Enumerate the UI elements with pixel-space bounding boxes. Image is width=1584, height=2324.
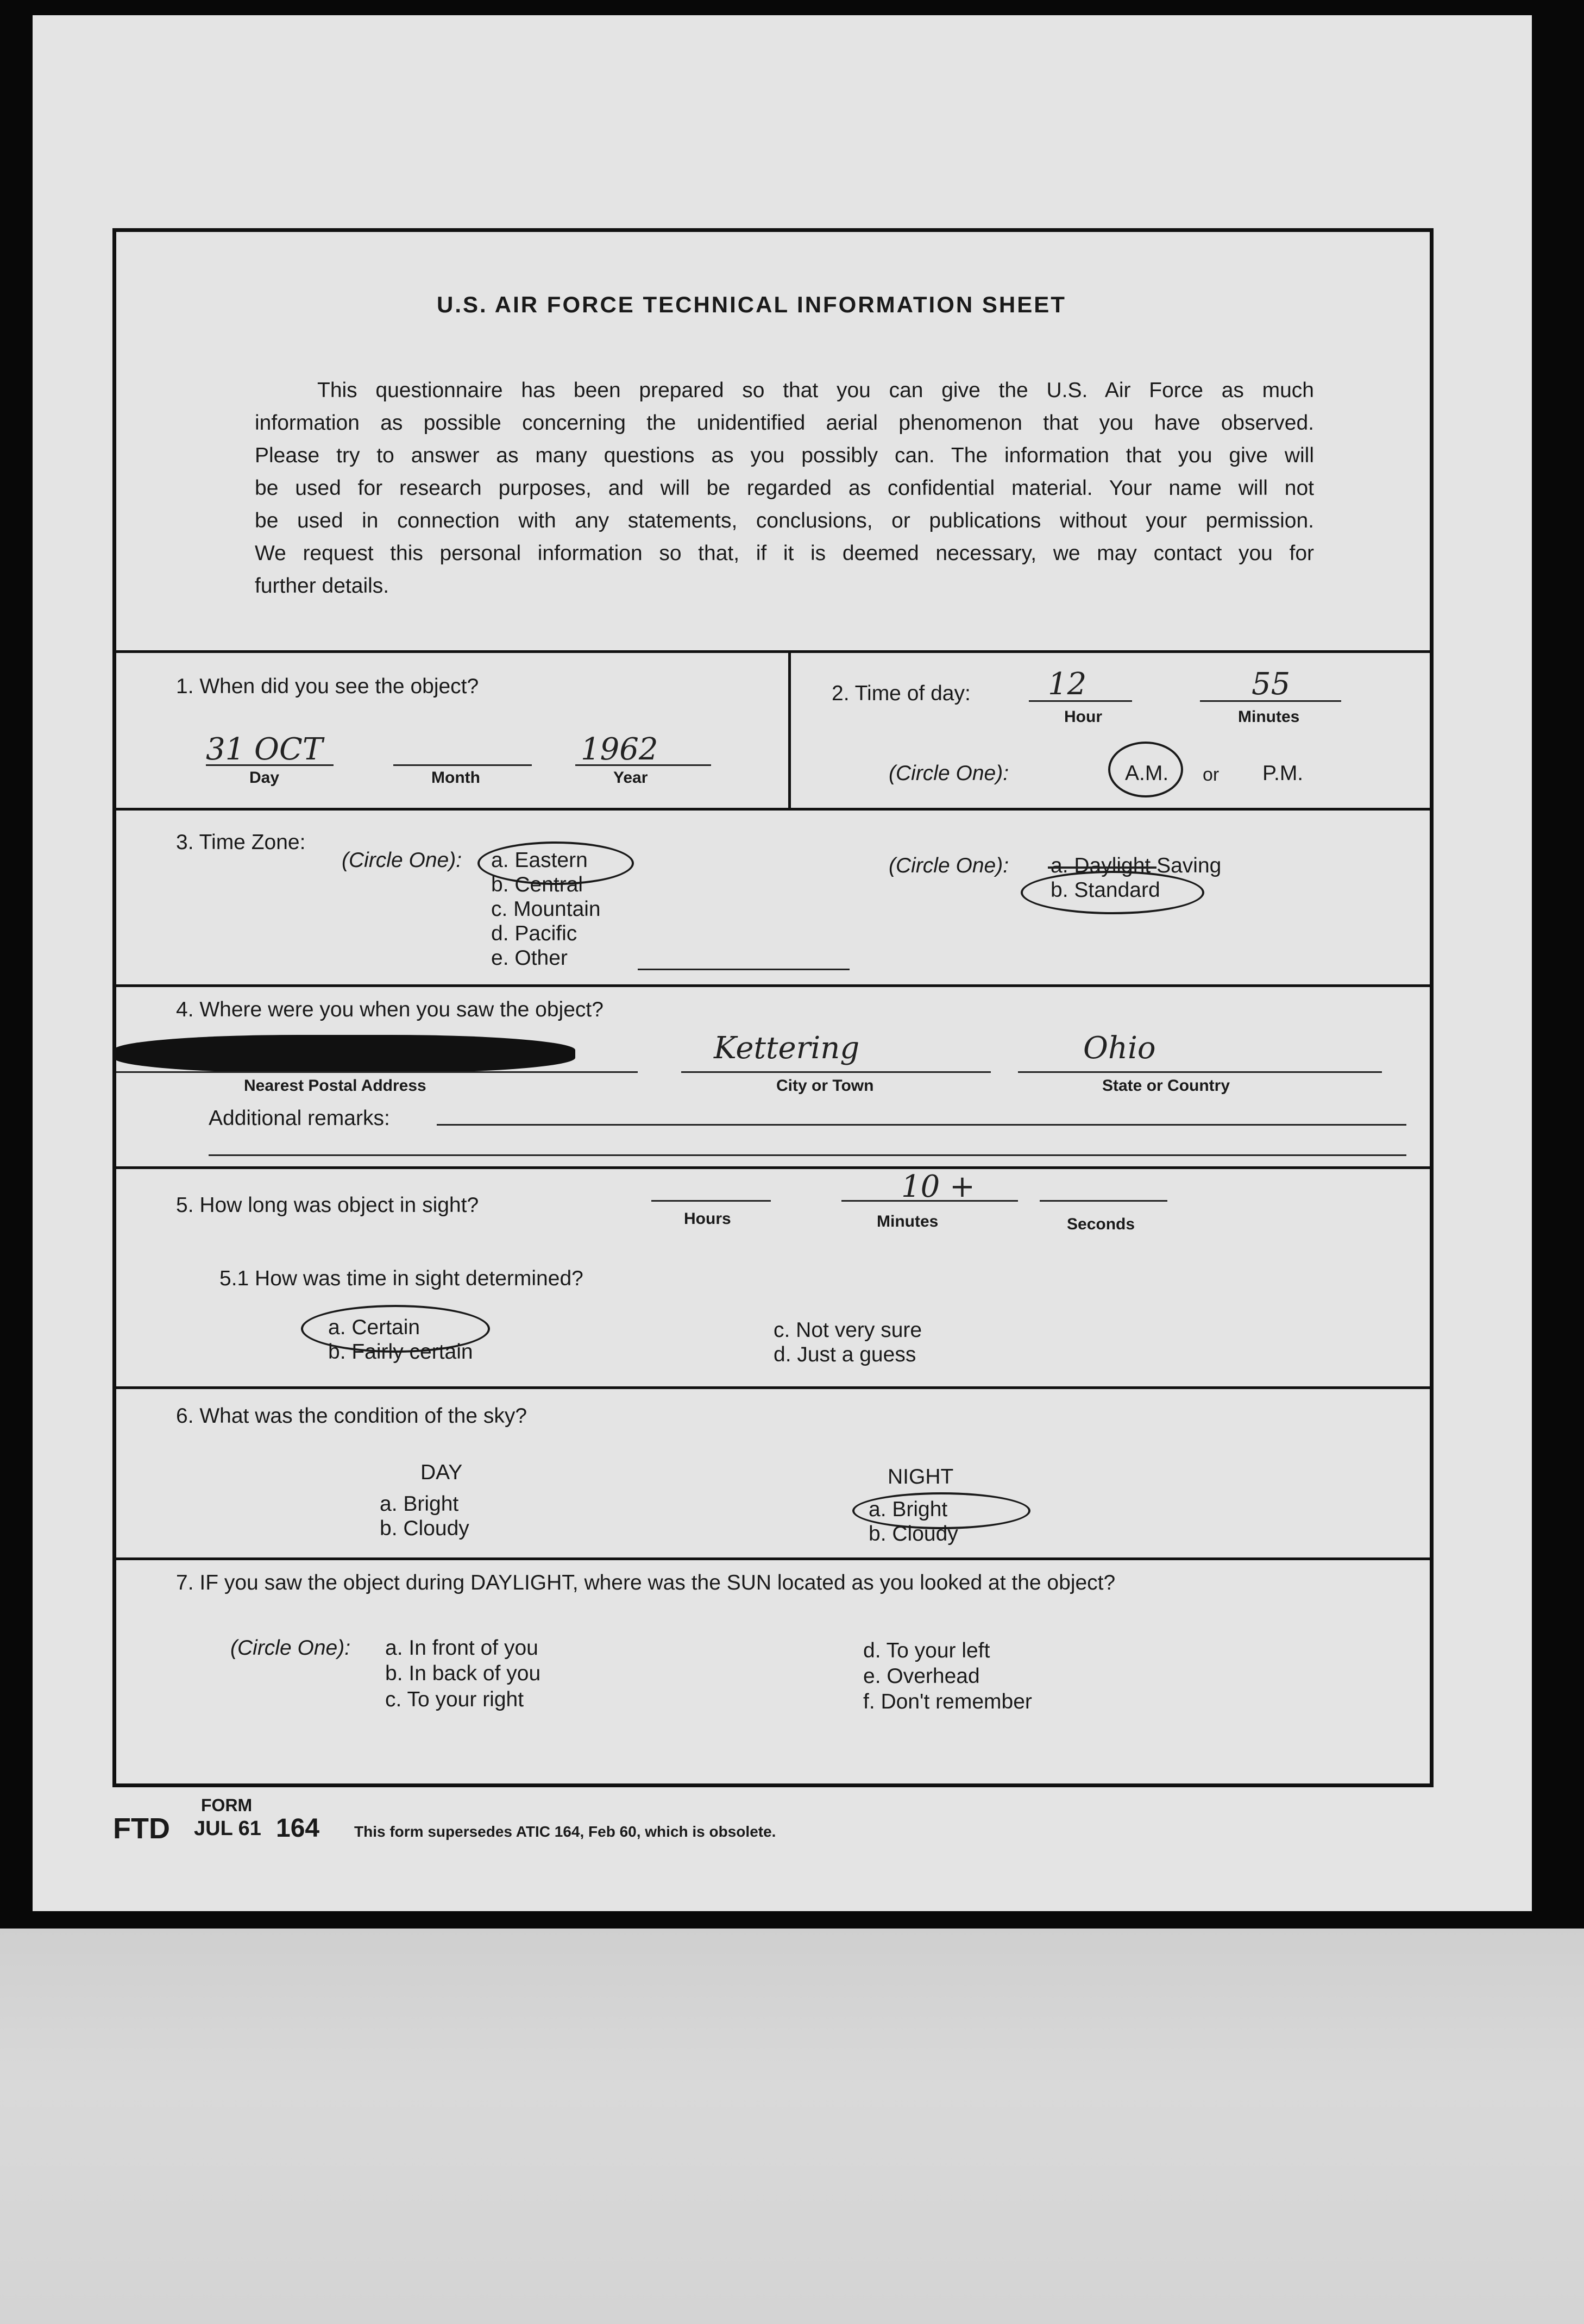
footer-note: This form supersedes ATIC 164, Feb 60, which is obsolete. — [354, 1823, 776, 1840]
q7-question: 7. IF you saw the object during DAYLIGHT, where was the SUN located as you looked at the object? — [176, 1571, 1116, 1594]
q4-remarks-label: Additional remarks: — [209, 1107, 390, 1130]
intro-line: Please try to answer as many questions as you possibly can. The information that you give will — [255, 444, 1314, 467]
q5-question: 5. How long was object in sight? — [176, 1194, 479, 1217]
q6-question: 6. What was the condition of the sky? — [176, 1404, 527, 1428]
q4-state-value[interactable]: Ohio — [1083, 1031, 1156, 1066]
q4-remarks-line-1[interactable] — [437, 1124, 1406, 1126]
q2-hour-value[interactable]: 12 — [1048, 667, 1087, 702]
q1-question: 1. When did you see the object? — [176, 675, 479, 698]
q6-night-option-bright[interactable]: a. Bright — [869, 1498, 948, 1521]
footer-ftd: FTD — [113, 1812, 170, 1845]
q7-option-back[interactable]: b. In back of you — [385, 1662, 541, 1685]
q3-standard-selection-circle — [1021, 871, 1204, 914]
row-divider — [116, 808, 1430, 811]
q3-other-line — [638, 969, 850, 970]
q3-circle-one-right: (Circle One): — [889, 854, 1009, 877]
q4-city-line — [681, 1071, 991, 1073]
q3-option-standard[interactable]: b. Standard — [1051, 878, 1160, 902]
background-surface — [0, 1929, 1584, 2324]
q5-minutes-label: Minutes — [877, 1213, 939, 1230]
q1-month-label: Month — [431, 769, 480, 787]
q1-year-line — [575, 764, 711, 766]
q2-minutes-label: Minutes — [1238, 708, 1300, 726]
q4-city-value[interactable]: Kettering — [714, 1031, 860, 1066]
q2-hour-label: Hour — [1064, 708, 1102, 726]
q2-am-selection-circle — [1108, 742, 1183, 797]
q5-option-not-very-sure[interactable]: c. Not very sure — [774, 1318, 922, 1342]
q3-option-daylight-saving[interactable]: a. Daylight Saving — [1051, 854, 1222, 877]
q3-option-eastern[interactable]: a. Eastern — [491, 849, 588, 872]
q4-state-line — [1018, 1071, 1382, 1073]
footer-form-number: 164 — [276, 1814, 320, 1843]
q3-option-other[interactable]: e. Other — [491, 946, 568, 970]
q7-option-right[interactable]: c. To your right — [385, 1688, 524, 1711]
row-divider — [116, 650, 1430, 653]
q3-option-pacific[interactable]: d. Pacific — [491, 922, 577, 945]
row-divider — [116, 1386, 1430, 1389]
q6-day-option-bright[interactable]: a. Bright — [380, 1492, 459, 1516]
intro-line: further details. — [255, 574, 389, 598]
footer-date: JUL 61 — [194, 1817, 261, 1840]
q2-am-option[interactable]: A.M. — [1125, 762, 1169, 785]
q5-minutes-value[interactable]: 10 + — [901, 1169, 975, 1204]
q5-option-fairly-certain[interactable]: b. Fairly certain — [328, 1340, 473, 1364]
row-divider — [116, 1166, 1430, 1169]
q5-seconds-line — [1040, 1200, 1167, 1202]
q3-circle-one-left: (Circle One): — [342, 849, 462, 872]
q1-day-value[interactable]: 31 OCT — [206, 732, 323, 767]
q4-remarks-line-2[interactable] — [209, 1154, 1406, 1156]
form-title: U.S. AIR FORCE TECHNICAL INFORMATION SHEET — [437, 292, 1066, 317]
q2-minutes-value[interactable]: 55 — [1252, 667, 1291, 702]
q4-state-label: State or Country — [1102, 1077, 1230, 1095]
q5-minutes-line — [841, 1200, 1018, 1202]
q7-option-front[interactable]: a. In front of you — [385, 1636, 538, 1660]
q1-year-label: Year — [613, 769, 648, 787]
q4-address-line — [116, 1071, 638, 1073]
q1-day-line — [206, 764, 334, 766]
row-divider — [116, 984, 1430, 987]
q7-option-overhead[interactable]: e. Overhead — [863, 1665, 980, 1688]
q1-month-line — [393, 764, 532, 766]
q1-day-label: Day — [249, 769, 280, 787]
redacted-address — [114, 1035, 575, 1073]
q7-option-dont-remember[interactable]: f. Don't remember — [863, 1690, 1032, 1713]
technical-information-form — [112, 228, 1434, 1787]
column-divider — [788, 650, 791, 808]
q4-address-label: Nearest Postal Address — [244, 1077, 426, 1095]
q2-minutes-line — [1200, 700, 1341, 702]
q5-hours-label: Hours — [684, 1210, 731, 1228]
intro-line: be used in connection with any statements, conclusions, or publications without your permission. — [255, 509, 1314, 532]
q3-daylight-strikethrough — [1048, 866, 1156, 869]
q4-city-label: City or Town — [776, 1077, 874, 1095]
q3-option-mountain[interactable]: c. Mountain — [491, 897, 601, 921]
q5-sub-question: 5.1 How was time in sight determined? — [219, 1267, 583, 1290]
q6-day-option-cloudy[interactable]: b. Cloudy — [380, 1517, 469, 1540]
q5-option-just-a-guess[interactable]: d. Just a guess — [774, 1343, 916, 1366]
q7-circle-one: (Circle One): — [230, 1636, 351, 1660]
intro-line: be used for research purposes, and will be regarded as confidential material. Your name will not — [255, 476, 1314, 500]
intro-line: This questionnaire has been prepared so that you can give the U.S. Air Force as much — [317, 379, 1314, 402]
q6-night-heading: NIGHT — [888, 1465, 954, 1488]
q2-hour-line — [1029, 700, 1132, 702]
q7-option-left[interactable]: d. To your left — [863, 1639, 990, 1662]
q2-or: or — [1203, 764, 1220, 785]
q4-question: 4. Where were you when you saw the object? — [176, 998, 604, 1021]
q2-question: 2. Time of day: — [832, 682, 971, 705]
q3-question: 3. Time Zone: — [176, 831, 306, 854]
q6-day-heading: DAY — [420, 1461, 463, 1484]
footer-form-word: FORM — [201, 1795, 253, 1815]
q2-pm-option[interactable]: P.M. — [1262, 762, 1304, 785]
intro-line: We request this personal information so that, if it is deemed necessary, we may contact you for — [255, 542, 1314, 565]
q5-option-certain[interactable]: a. Certain — [328, 1316, 420, 1339]
q3-option-central[interactable]: b. Central — [491, 873, 583, 896]
intro-paragraph — [255, 374, 1314, 602]
q2-circle-one: (Circle One): — [889, 762, 1009, 785]
q5-seconds-label: Seconds — [1067, 1215, 1135, 1233]
intro-line: information as possible concerning the unidentified aerial phenomenon that you have observed. — [255, 411, 1314, 435]
q6-night-option-cloudy[interactable]: b. Cloudy — [869, 1522, 958, 1546]
q1-year-value[interactable]: 1962 — [581, 732, 658, 767]
row-divider — [116, 1557, 1430, 1560]
q5-hours-line — [651, 1200, 771, 1202]
